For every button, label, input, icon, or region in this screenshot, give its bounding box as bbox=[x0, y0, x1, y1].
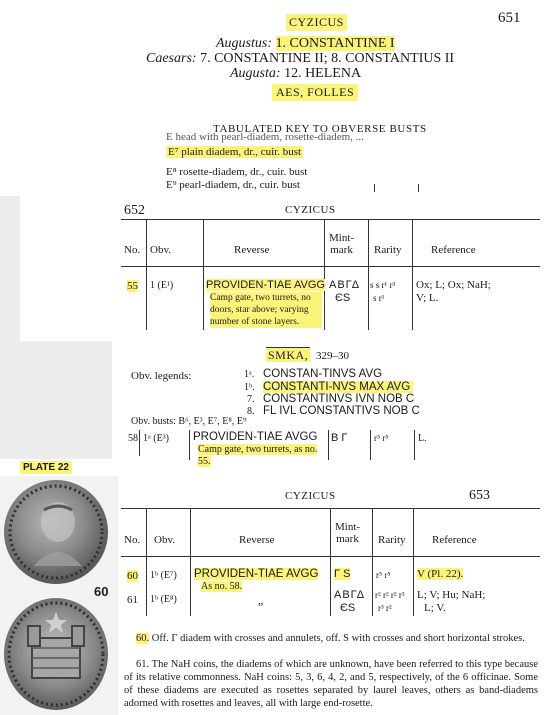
th652-rarity: Rarity bbox=[374, 244, 402, 256]
bust-e8-line: E⁸ rosette-diadem, dr., cuir. bust bbox=[166, 166, 308, 178]
row55-rarity-top: s s r¹ r³ bbox=[370, 280, 396, 290]
row61-ref-bottom: L; V. bbox=[424, 602, 446, 614]
legend-1a-text: CONSTAN-TINVS AVG bbox=[263, 368, 383, 380]
legend-1b-num: 1ᵇ. bbox=[244, 382, 255, 393]
page-number-652: 652 bbox=[124, 203, 145, 218]
obv-busts-value: B⁶, E³, E⁷, E⁸, E⁹ bbox=[178, 416, 247, 427]
row61-rev-legend: „ bbox=[258, 593, 264, 607]
key-title: TABULATED KEY TO OBVERSE BUSTS bbox=[213, 123, 427, 135]
row61-obv: 1ᵇ (E⁸) bbox=[150, 594, 177, 605]
denomination-heading: AES, FOLLES bbox=[272, 84, 358, 101]
plate-coin-number: 60 bbox=[94, 584, 109, 599]
row61-no: 61 bbox=[127, 594, 138, 606]
row58-col-3 bbox=[328, 430, 329, 460]
obverse-coin-image bbox=[4, 480, 108, 584]
mint-heading-653: CYZICUS bbox=[285, 490, 336, 502]
row58-mintmark: Β Γ bbox=[331, 432, 348, 444]
row58-col-5 bbox=[414, 430, 415, 460]
row55-rarity-bottom: s r¹ bbox=[373, 293, 385, 303]
th653-reference: Reference bbox=[432, 534, 477, 546]
row55-ref-bottom: V; L. bbox=[416, 292, 439, 304]
row58-rev-desc-text: Camp gate, two turrets, as no. 55. bbox=[198, 444, 318, 467]
obv-busts-label: Obv. busts: bbox=[131, 416, 176, 427]
legend-1b-text: CONSTANTI-NVS MAX AVG bbox=[263, 381, 413, 393]
legend-7-text: CONSTANTINVS IVN NOB C bbox=[263, 393, 415, 405]
row61-rarity-bottom: r³ r² bbox=[378, 603, 392, 613]
row55-mintmark-top: ΑΒΓΔ bbox=[329, 279, 361, 291]
section-heading bbox=[266, 348, 349, 363]
table653-col-2 bbox=[190, 508, 191, 616]
plate-label: PLATE 22 bbox=[20, 461, 72, 474]
augustus-line bbox=[216, 36, 395, 52]
th652-mintmark: Mint- mark bbox=[329, 232, 355, 256]
th652-no: No. bbox=[124, 244, 141, 256]
table652-col-1 bbox=[146, 219, 147, 330]
augusta-line bbox=[230, 66, 361, 82]
row60-rev-legend: PROVIDEN-TIAE AVGG bbox=[194, 568, 319, 580]
legend-1a-num: 1ᵃ. bbox=[244, 369, 255, 380]
row58-rev-legend: PROVIDEN-TIAE AVGG bbox=[193, 431, 318, 443]
augusta-value: 12. HELENA bbox=[284, 66, 362, 81]
row60-mintmark: Γ S bbox=[334, 568, 351, 580]
row58-no: 58 bbox=[128, 433, 138, 444]
mint-heading-651: CYZICUS bbox=[286, 14, 347, 31]
section-date: 329–30 bbox=[315, 350, 349, 362]
caesars-value: 7. CONSTANTINE II; 8. CONSTANTIUS II bbox=[200, 51, 455, 66]
legend-7-num: 7. bbox=[247, 394, 255, 405]
row58-col-1 bbox=[139, 430, 140, 456]
row61-ref-top: L; V; Hu; NaH; bbox=[417, 589, 486, 601]
th652-obv: Obv. bbox=[150, 244, 171, 256]
th653-mintmark: Mint- mark bbox=[335, 521, 361, 545]
cut-text-line: E head with pearl-diadem, rosette-diadem, ... bbox=[166, 131, 364, 143]
note-60-text: Off. Γ diadem with crosses and annulets, off. S with crosses and short horizontal strokes. bbox=[151, 633, 525, 644]
augustus-label: Augustus: bbox=[216, 36, 272, 51]
row55-rev-legend: PROVIDEN-TIAE AVGG bbox=[206, 279, 325, 291]
tab-tick-2 bbox=[418, 184, 419, 192]
page-number-653: 653 bbox=[469, 488, 490, 503]
augusta-label: Augusta: bbox=[230, 66, 281, 81]
caesars-line bbox=[146, 51, 454, 67]
row61-mintmark-top: ΑΒΓΔ bbox=[334, 589, 366, 601]
row58-reference: L. bbox=[418, 433, 427, 444]
row60-rarity: r⁵ r⁵ bbox=[376, 570, 391, 580]
row60-rev-desc: As no. 58. bbox=[201, 581, 243, 592]
table653-col-4 bbox=[372, 508, 373, 616]
th653-rarity: Rarity bbox=[378, 534, 406, 546]
mint-heading-652: CYZICUS bbox=[285, 204, 336, 216]
note-60-number: 60. bbox=[136, 633, 150, 644]
camp-gate-icon bbox=[4, 598, 108, 710]
obv-busts-line bbox=[131, 416, 246, 427]
th652-reference: Reference bbox=[431, 244, 476, 256]
table652-col-4 bbox=[368, 219, 369, 330]
row61-rarity-top: r² r² r² r³ bbox=[375, 590, 405, 600]
th653-obv: Obv. bbox=[154, 534, 175, 546]
augustus-value: 1. CONSTANTINE I bbox=[275, 36, 395, 51]
row60-reference: V (Pl. 22). bbox=[417, 568, 464, 580]
reverse-coin-image bbox=[4, 598, 108, 710]
row55-rev-desc: Camp gate, two turrets, no doors, star above; varying number of stone layers. bbox=[210, 292, 322, 328]
row60-no: 60 bbox=[127, 570, 138, 582]
caesars-label: Caesars: bbox=[146, 51, 197, 66]
table652-col-5 bbox=[412, 219, 413, 330]
row55-no: 55 bbox=[127, 280, 138, 292]
clip-edge-section bbox=[0, 341, 112, 459]
note-60 bbox=[124, 632, 538, 645]
obv-legends-label: Obv. legends: bbox=[131, 370, 192, 382]
row55-mintmark-bottom: ЄS bbox=[335, 292, 351, 304]
th653-no: No. bbox=[124, 534, 141, 546]
tab-tick-1 bbox=[374, 184, 375, 192]
clip-edge-652 bbox=[0, 196, 20, 341]
table653-col-3 bbox=[330, 508, 331, 616]
row60-obv: 1ᵇ (E⁷) bbox=[150, 570, 177, 581]
note-61: 61. The NaH coins, the diadems of which are unknown, have been referred to this type because of its relative commonness. NaH coins: 5, 3, 6, 4, 2, and 5, respectively, of the 6 officinae. Some of these diadems are executed as rosettes separated by laurel leaves, others as band-diadems adorned with rosettes and leaves, all with large end-rosette. bbox=[124, 659, 538, 709]
table652-col-3 bbox=[324, 219, 325, 330]
section-title: SMKA, bbox=[268, 348, 309, 362]
row58-obv: 1ᵃ (E³) bbox=[143, 433, 170, 444]
row61-mintmark-bottom: ЄS bbox=[340, 602, 356, 614]
table652-rule-head bbox=[121, 266, 540, 267]
legend-8-text: FL IVL CONSTANTIVS NOB C bbox=[263, 405, 420, 417]
bust-e9-line: E⁹ pearl-diadem, dr., cuir. bust bbox=[166, 179, 300, 191]
row58-col-2 bbox=[189, 430, 190, 460]
row55-obv: 1 (E¹) bbox=[150, 280, 174, 291]
table653-col-1 bbox=[146, 508, 147, 616]
table652-rule-top bbox=[121, 219, 540, 220]
th652-reverse: Reverse bbox=[234, 244, 270, 256]
row58-rev-desc bbox=[198, 444, 328, 468]
row55-ref-top: Ox; L; Ox; NaH; bbox=[416, 279, 491, 291]
page-number-651: 651 bbox=[498, 10, 521, 26]
table653-col-5 bbox=[413, 508, 414, 616]
row58-col-4 bbox=[370, 430, 371, 460]
bust-e7-line: E⁷ plain diadem, dr., cuir. bust bbox=[168, 146, 302, 158]
legend-8-num: 8. bbox=[247, 406, 255, 417]
table652-col-2 bbox=[203, 219, 204, 330]
row58-rarity: r⁵ r⁵ bbox=[374, 433, 389, 443]
emperor-bust-icon bbox=[4, 480, 108, 584]
th653-reverse: Reverse bbox=[239, 534, 275, 546]
